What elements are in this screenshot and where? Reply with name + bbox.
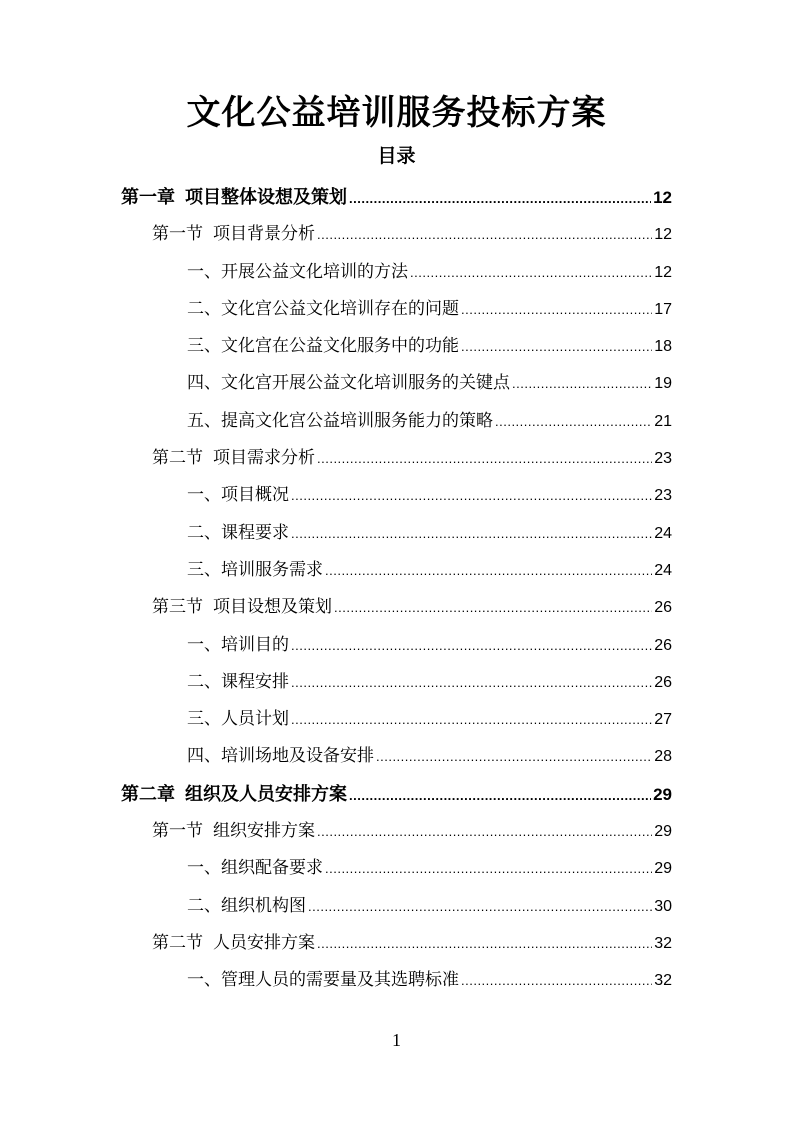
toc-entry-label — [152, 813, 315, 850]
toc-entry-page: 12 — [654, 226, 672, 244]
toc-entry-text: 人员安排方案 — [213, 932, 315, 953]
toc-dot-leader — [512, 365, 652, 402]
toc-entry[interactable] — [152, 925, 672, 962]
toc-entry-page: 24 — [654, 561, 672, 579]
toc-entry-number: 一、 — [187, 634, 221, 655]
toc-entry-page: 21 — [654, 412, 672, 430]
toc-entry-text: 项目背景分析 — [213, 224, 315, 245]
toc-entry-text: 培训服务需求 — [221, 559, 323, 580]
toc-entry-text: 开展公益文化培训的方法 — [221, 261, 408, 282]
toc-entry-text: 培训目的 — [221, 634, 289, 655]
toc-dot-leader — [376, 738, 652, 775]
toc-dot-leader — [349, 777, 651, 814]
toc-heading: 目录 — [377, 145, 416, 167]
toc-entry-text: 课程安排 — [221, 671, 289, 692]
toc-entry-text: 组织及人员安排方案 — [185, 783, 347, 805]
toc-entry-text: 文化宫公益文化培训存在的问题 — [221, 298, 459, 319]
toc-entry-number: 四、 — [187, 373, 221, 394]
toc-entry-label — [187, 888, 306, 925]
toc-dot-leader — [317, 216, 652, 253]
toc-entry-label — [187, 254, 408, 291]
document-title: 文化公益培训服务投标方案 — [186, 93, 607, 133]
toc-entry-label — [121, 776, 347, 813]
toc-entry-number: 三、 — [187, 559, 221, 580]
toc-dot-leader — [325, 552, 652, 589]
toc-dot-leader — [410, 254, 652, 291]
table-of-contents — [0, 179, 793, 1000]
toc-entry-page: 32 — [654, 972, 672, 990]
toc-entry-number: 第一章 — [121, 187, 175, 208]
toc-entry-label — [187, 477, 289, 514]
toc-entry-number: 第二节 — [152, 448, 203, 469]
toc-entry-number: 二、 — [187, 671, 221, 692]
toc-entry-text: 培训场地及设备安排 — [221, 746, 374, 767]
toc-dot-leader — [495, 403, 652, 440]
toc-dot-leader — [291, 627, 652, 664]
toc-entry[interactable] — [121, 776, 672, 813]
toc-dot-leader — [461, 328, 652, 365]
toc-entry-label — [187, 962, 459, 999]
toc-entry-label — [187, 627, 289, 664]
toc-dot-leader — [291, 515, 652, 552]
toc-entry-text: 组织配备要求 — [221, 858, 323, 879]
toc-entry[interactable] — [187, 254, 672, 291]
toc-entry-number: 一、 — [187, 261, 221, 282]
toc-entry-page: 17 — [654, 300, 672, 318]
toc-entry[interactable] — [187, 664, 672, 701]
toc-entry-text: 组织安排方案 — [213, 821, 315, 842]
toc-entry-page: 19 — [654, 375, 672, 393]
toc-entry[interactable] — [187, 850, 672, 887]
toc-entry[interactable] — [187, 701, 672, 738]
toc-entry-text: 项目整体设想及策划 — [185, 187, 347, 208]
toc-entry[interactable] — [152, 440, 672, 477]
toc-entry-number: 二、 — [187, 522, 221, 543]
toc-entry-label — [152, 589, 332, 626]
toc-entry-number: 一、 — [187, 970, 221, 991]
toc-entry[interactable] — [187, 365, 672, 402]
toc-entry-page: 12 — [653, 188, 672, 207]
toc-dot-leader — [291, 701, 652, 738]
toc-entry-text: 文化宫开展公益文化培训服务的关键点 — [221, 373, 510, 394]
toc-entry-number: 第一节 — [152, 821, 203, 842]
toc-entry[interactable] — [152, 589, 672, 626]
toc-entry-text: 项目需求分析 — [213, 448, 315, 469]
toc-entry[interactable] — [187, 962, 672, 999]
toc-entry[interactable] — [121, 179, 672, 216]
toc-entry-label — [187, 515, 289, 552]
toc-entry-label — [152, 216, 315, 253]
toc-entry-text: 课程要求 — [221, 522, 289, 543]
toc-entry-label — [187, 365, 510, 402]
toc-entry-page: 12 — [654, 263, 672, 281]
toc-entry-number: 三、 — [187, 709, 221, 730]
toc-dot-leader — [461, 962, 652, 999]
toc-dot-leader — [317, 440, 652, 477]
toc-entry-page: 29 — [653, 784, 672, 804]
toc-entry[interactable] — [187, 515, 672, 552]
toc-entry-number: 一、 — [187, 858, 221, 879]
toc-entry-label — [187, 328, 459, 365]
toc-entry-text: 人员计划 — [221, 709, 289, 730]
toc-entry-label — [152, 440, 315, 477]
toc-dot-leader — [291, 477, 652, 514]
page-number: 1 — [392, 1030, 401, 1050]
toc-entry-text: 提高文化宫公益培训服务能力的策略 — [221, 410, 493, 431]
toc-entry[interactable] — [152, 813, 672, 850]
toc-dot-leader — [308, 888, 652, 925]
toc-entry-label — [187, 552, 323, 589]
toc-entry-page: 18 — [654, 338, 672, 356]
toc-entry-number: 二、 — [187, 895, 221, 916]
toc-entry[interactable] — [187, 477, 672, 514]
toc-entry[interactable] — [187, 627, 672, 664]
toc-entry-number: 一、 — [187, 485, 221, 506]
toc-entry[interactable] — [187, 738, 672, 775]
toc-entry-page: 26 — [654, 636, 672, 654]
toc-entry[interactable] — [152, 216, 672, 253]
toc-entry-number: 第二章 — [121, 783, 175, 805]
toc-entry-text: 管理人员的需要量及其选聘标准 — [221, 970, 459, 991]
toc-entry-label — [187, 664, 289, 701]
toc-entry-number: 第一节 — [152, 224, 203, 245]
toc-entry-page: 32 — [654, 934, 672, 952]
toc-entry[interactable] — [187, 328, 672, 365]
toc-dot-leader — [349, 180, 651, 217]
toc-entry-page: 24 — [654, 524, 672, 542]
toc-entry-number: 四、 — [187, 746, 221, 767]
toc-entry-text: 组织机构图 — [221, 895, 306, 916]
toc-entry[interactable] — [187, 291, 672, 328]
toc-entry-page: 26 — [654, 673, 672, 691]
toc-entry-label — [187, 738, 374, 775]
toc-entry-text: 文化宫在公益文化服务中的功能 — [221, 336, 459, 357]
toc-entry-number: 五、 — [187, 410, 221, 431]
toc-entry-page: 29 — [654, 823, 672, 841]
toc-entry-page: 23 — [654, 487, 672, 505]
toc-dot-leader — [317, 925, 652, 962]
toc-entry-number: 三、 — [187, 336, 221, 357]
toc-entry-page: 26 — [654, 599, 672, 617]
toc-entry-label — [187, 701, 289, 738]
toc-entry-number: 第三节 — [152, 597, 203, 618]
toc-entry[interactable] — [187, 403, 672, 440]
toc-entry-label — [152, 925, 315, 962]
toc-entry-page: 30 — [654, 897, 672, 915]
toc-dot-leader — [317, 813, 652, 850]
toc-entry[interactable] — [187, 888, 672, 925]
toc-entry-label — [187, 291, 459, 328]
toc-entry-number: 第二节 — [152, 932, 203, 953]
toc-entry-page: 28 — [654, 748, 672, 766]
toc-entry-label — [187, 403, 493, 440]
toc-entry-text: 项目概况 — [221, 485, 289, 506]
toc-entry-text: 项目设想及策划 — [213, 597, 332, 618]
toc-dot-leader — [461, 291, 652, 328]
toc-dot-leader — [325, 850, 652, 887]
toc-entry-label — [187, 850, 323, 887]
toc-entry-page: 29 — [654, 860, 672, 878]
toc-entry-number: 二、 — [187, 298, 221, 319]
toc-entry-page: 27 — [654, 711, 672, 729]
toc-entry[interactable] — [187, 552, 672, 589]
toc-dot-leader — [334, 589, 652, 626]
toc-entry-label — [121, 179, 347, 216]
toc-dot-leader — [291, 664, 652, 701]
toc-entry-page: 23 — [654, 450, 672, 468]
